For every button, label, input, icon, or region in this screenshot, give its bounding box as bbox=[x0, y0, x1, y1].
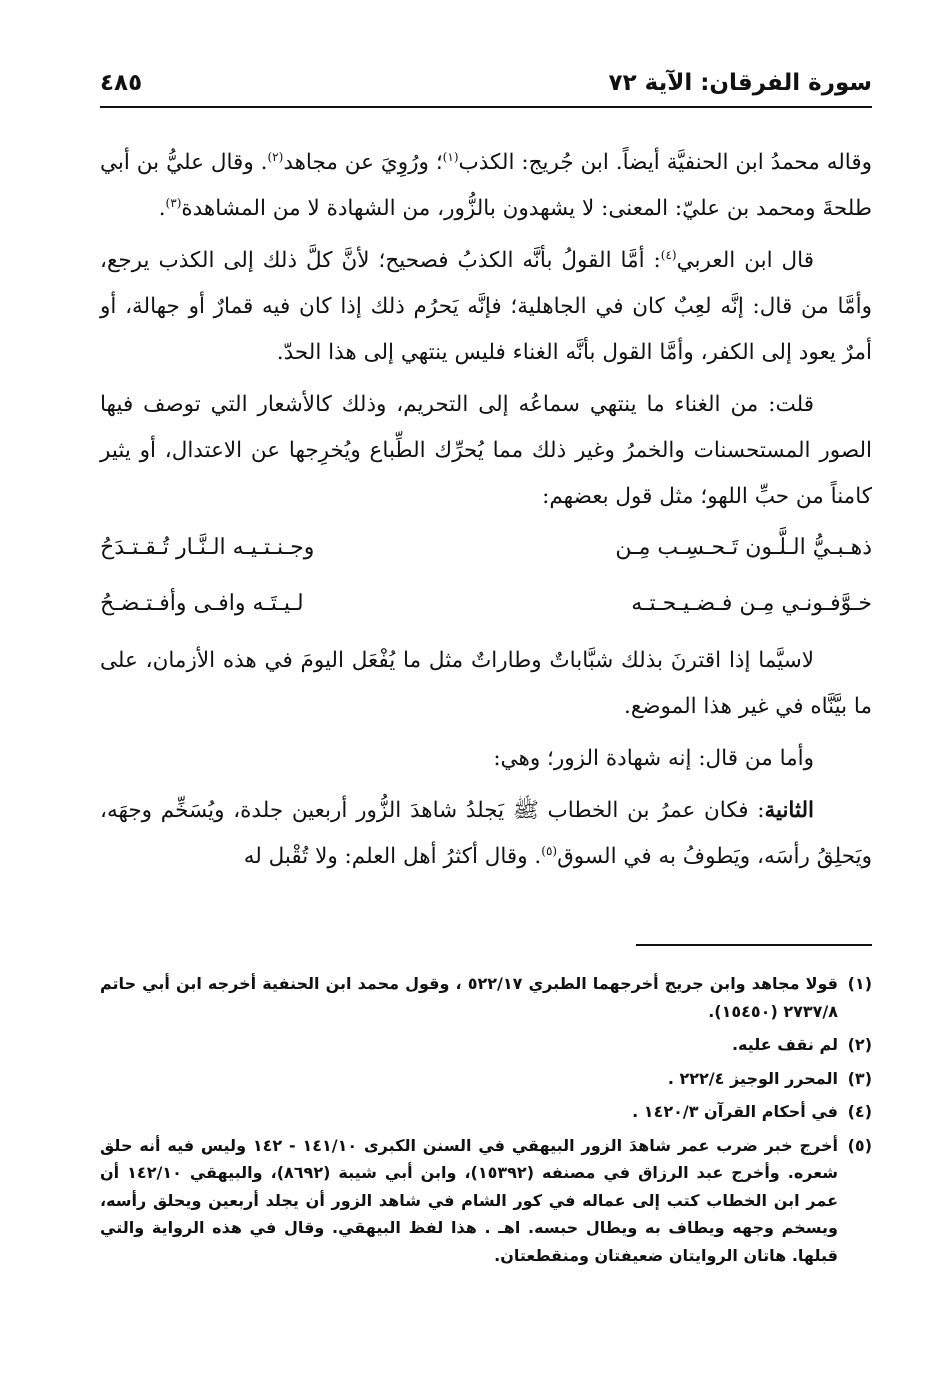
poem-verse-2 bbox=[100, 576, 872, 632]
text-run: ؛ ورُوِيَ عن مجاهد bbox=[283, 150, 443, 175]
text-run: قال ابن العربي bbox=[676, 248, 814, 273]
text-run: . bbox=[158, 196, 166, 221]
text-run: : فكان عمرُ بن الخطاب ﷺ يَجلدُ شاهدَ الزُّور أربعين جلدة، ويُسَخِّم وجهَه، ويَحلِقُ رأسَه، ويَطوفُ به في السوق bbox=[100, 798, 872, 869]
footnote-number: (٢) bbox=[847, 1035, 872, 1054]
paragraph-3: قلت: من الغناء ما ينتهي سماعُه إلى التحريم، وذلك كالأشعار التي توصف فيها الصور المستحسنات والخمرُ وغير ذلك مما يُحرِّك الطِّباع ويُخرِجها عن الاعتدال، أو يثير كامناً من حبِّ اللهو؛ مثل قول بعضهم: bbox=[100, 392, 872, 509]
footnote-ref: (١) bbox=[442, 149, 459, 164]
footnote-item bbox=[100, 1098, 872, 1126]
running-header bbox=[100, 62, 872, 108]
footnote-item bbox=[100, 970, 872, 1025]
footnote-ref: (٣) bbox=[165, 195, 182, 210]
text-run: . وقال أكثرُ أهل العلم: ولا تُقْبل له bbox=[243, 844, 542, 869]
poem-verse-1 bbox=[100, 520, 872, 576]
chapter-title: سورة الفرقان: الآية ٧٢ bbox=[608, 70, 872, 96]
text-run: . وقال عليُّ بن أبي طلحةَ ومحمد بن عليّ: المعنى: لا يشهدون بالزُّور، من الشهادة لا من المشاهدة bbox=[100, 150, 872, 221]
footnote-item bbox=[100, 1031, 872, 1059]
text-run: وقاله محمدُ ابن الحنفيَّة أيضاً. ابن جُريج: الكذب bbox=[458, 150, 872, 175]
footnote-text: أخرج خبر ضرب عمر شاهدَ الزور البيهقي في السنن الكبرى ١٤١/١٠ - ١٤٢ وليس فيه أنه حلق شعره. وأخرج عبد الرزاق في مصنفه (١٥٣٩٢)، وابن أبي شيبة (٨٦٩٢)، والبيهقي ١٤٢/١٠ أن عمر ابن الخطاب كتب إلى عماله في كور الشام في شاهد الزور أن يجلد أربعين ويحلق رأسه، ويسخم وجهه ويطاف به ويطال حبسه. اهـ . هذا لفظ البيهقي. وقال في هذه الرواية والتي قبلها. هاتان الروايتان ضعيفتان ومنقطعتان. bbox=[100, 1135, 839, 1265]
paragraph-5: وأما من قال: إنه شهادة الزور؛ وهي: bbox=[493, 746, 814, 771]
paragraph-2 bbox=[100, 238, 872, 376]
footnote-ref: (٤) bbox=[660, 247, 677, 262]
footnote-text: في أحكام القرآن ١٤٢٠/٣ . bbox=[632, 1102, 838, 1121]
paragraph-1 bbox=[100, 140, 872, 232]
paragraph-6 bbox=[100, 788, 872, 880]
footnotes bbox=[100, 970, 872, 1275]
footnote-item bbox=[100, 1065, 872, 1093]
footnote-ref: (٥) bbox=[541, 843, 558, 858]
section-keyword: الثانية bbox=[764, 798, 814, 823]
footnote-divider bbox=[636, 944, 872, 946]
paragraph-4: لاسيَّما إذا اقترنَ بذلك شبَّاباتٌ وطاراتٌ مثل ما يُفْعَل اليومَ في هذه الأزمان، على ما بيَّنَّاه في غير هذا الموضع. bbox=[100, 648, 872, 719]
footnote-ref: (٢) bbox=[267, 149, 284, 164]
text-run: : أمَّا القولُ بأنَّه الكذبُ فصحيح؛ لأنَّ كلَّ ذلك إلى الكذب يرجع، وأمَّا من قال: إنَّه لعِبٌ كان في الجاهلية؛ فإنَّه يَحرُم ذلك إذا كان فيه قمارٌ أو جهالة، أو أمرٌ يعود إلى الكفر، وأمَّا القول بأنَّه الغناء فليس ينتهي إلى هذا الحدّ. bbox=[100, 248, 872, 365]
footnote-number: (٤) bbox=[847, 1102, 872, 1121]
page-number: ٤٨٥ bbox=[100, 70, 143, 96]
verse-hemistich-right: خـوَّفـونـي مِـن فـضـيـحـتـه bbox=[631, 591, 872, 616]
footnote-text: المحرر الوجيز ٢٢٢/٤ . bbox=[667, 1068, 838, 1088]
main-text bbox=[100, 140, 872, 880]
verse-hemistich-left: لـيـتَـه وافـى وأفـتـضـحُ bbox=[100, 591, 304, 616]
footnote-number: (٣) bbox=[847, 1068, 872, 1088]
footnote-item bbox=[100, 1132, 872, 1270]
footnote-text: قولا مجاهد وابن جريج أخرجهما الطبري ٥٢٢/١٧ ، وقول محمد ابن الحنفية أخرجه ابن أبي حاتم ٢٧٣٧/٨ (١٥٤٥٠). bbox=[100, 974, 839, 1021]
footnote-number: (١) bbox=[847, 974, 872, 993]
footnote-text: لم نقف عليه. bbox=[731, 1035, 838, 1054]
verse-hemistich-right: ذهـبـيُّ الـلَّـون تَـحـسِـب مِـن bbox=[615, 535, 872, 560]
verse-hemistich-left: وجـنـتـيـه الـنَّـار تُـقـتـدَحُ bbox=[100, 535, 315, 560]
footnote-number: (٥) bbox=[847, 1135, 872, 1155]
